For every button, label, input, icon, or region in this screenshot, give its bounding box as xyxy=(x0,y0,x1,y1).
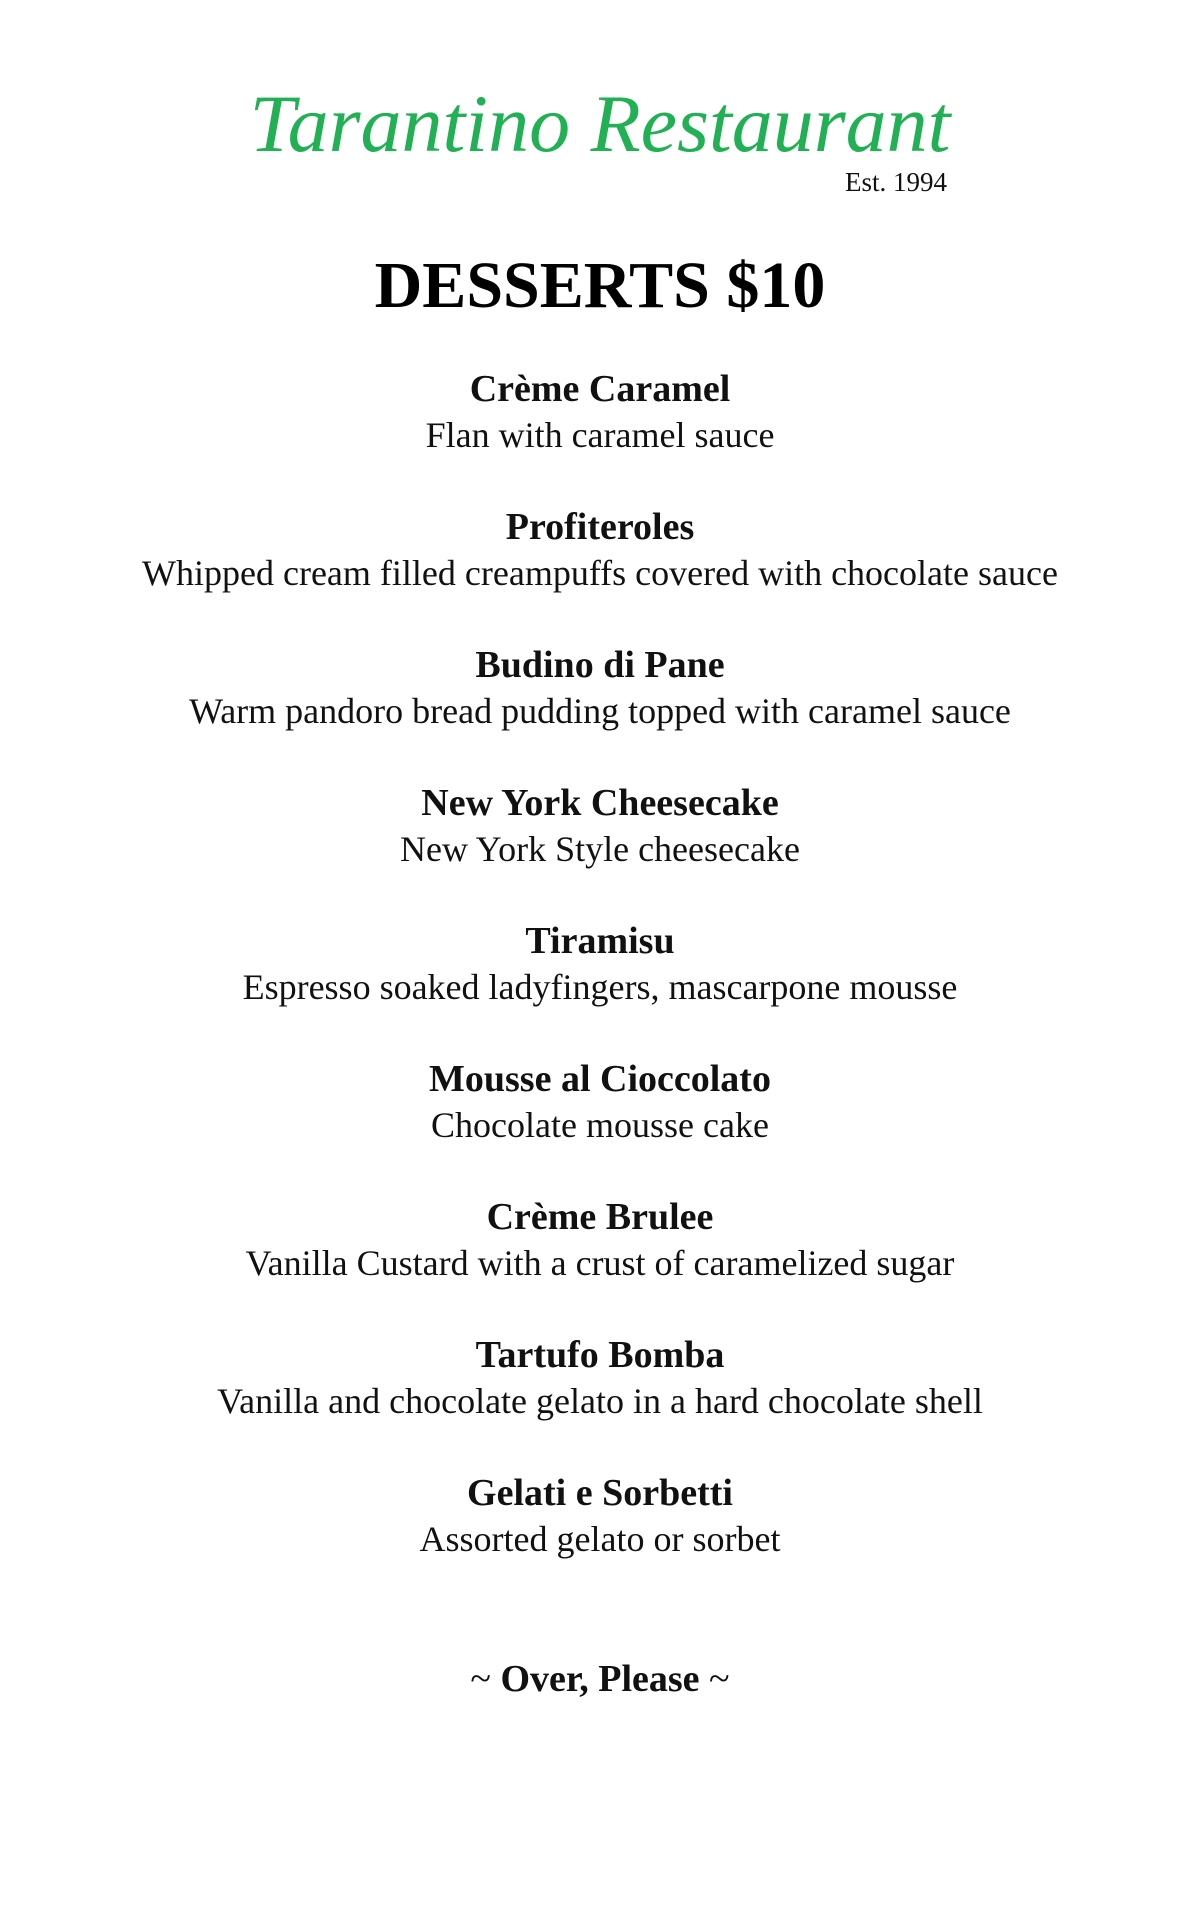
restaurant-name: Tarantino Restaurant xyxy=(249,78,951,169)
dessert-description: New York Style cheesecake xyxy=(400,829,800,869)
dessert-name: New York Cheesecake xyxy=(421,782,779,824)
dessert-name: Tiramisu xyxy=(525,920,675,962)
dessert-description: Assorted gelato or sorbet xyxy=(419,1519,781,1559)
dessert-name: Tartufo Bomba xyxy=(475,1334,725,1376)
dessert-name: Budino di Pane xyxy=(475,644,725,686)
footer-tilde-left: ~ xyxy=(470,1658,501,1700)
list-item xyxy=(120,642,1080,734)
dessert-description: Chocolate mousse cake xyxy=(431,1105,769,1145)
list-item xyxy=(120,1194,1080,1286)
dessert-description: Warm pandoro bread pudding topped with caramel sauce xyxy=(189,691,1011,731)
dessert-name: Profiteroles xyxy=(505,506,695,548)
list-item xyxy=(120,780,1080,872)
dessert-name: Gelati e Sorbetti xyxy=(467,1472,733,1514)
section-heading: DESSERTS $10 xyxy=(374,249,826,322)
list-item xyxy=(120,366,1080,458)
dessert-description: Espresso soaked ladyfingers, mascarpone mousse xyxy=(242,967,958,1007)
dessert-description: Vanilla Custard with a crust of caramelized sugar xyxy=(245,1243,955,1283)
list-item xyxy=(120,1056,1080,1148)
list-item xyxy=(120,918,1080,1010)
list-item xyxy=(120,504,1080,596)
dessert-name: Crème Brulee xyxy=(486,1196,714,1238)
dessert-name: Mousse al Cioccolato xyxy=(429,1058,771,1100)
dessert-description: Vanilla and chocolate gelato in a hard chocolate shell xyxy=(217,1381,983,1421)
over-please-note xyxy=(0,1656,1200,1702)
established-year: Est. 1994 xyxy=(845,167,948,197)
dessert-description: Flan with caramel sauce xyxy=(425,415,775,455)
list-item xyxy=(120,1332,1080,1424)
footer-text: Over, Please xyxy=(500,1658,700,1700)
footer-tilde-right: ~ xyxy=(699,1658,730,1700)
dessert-name: Crème Caramel xyxy=(469,368,731,410)
dessert-list xyxy=(120,366,1080,1608)
list-item xyxy=(120,1470,1080,1562)
dessert-description: Whipped cream filled creampuffs covered with chocolate sauce xyxy=(142,553,1058,593)
